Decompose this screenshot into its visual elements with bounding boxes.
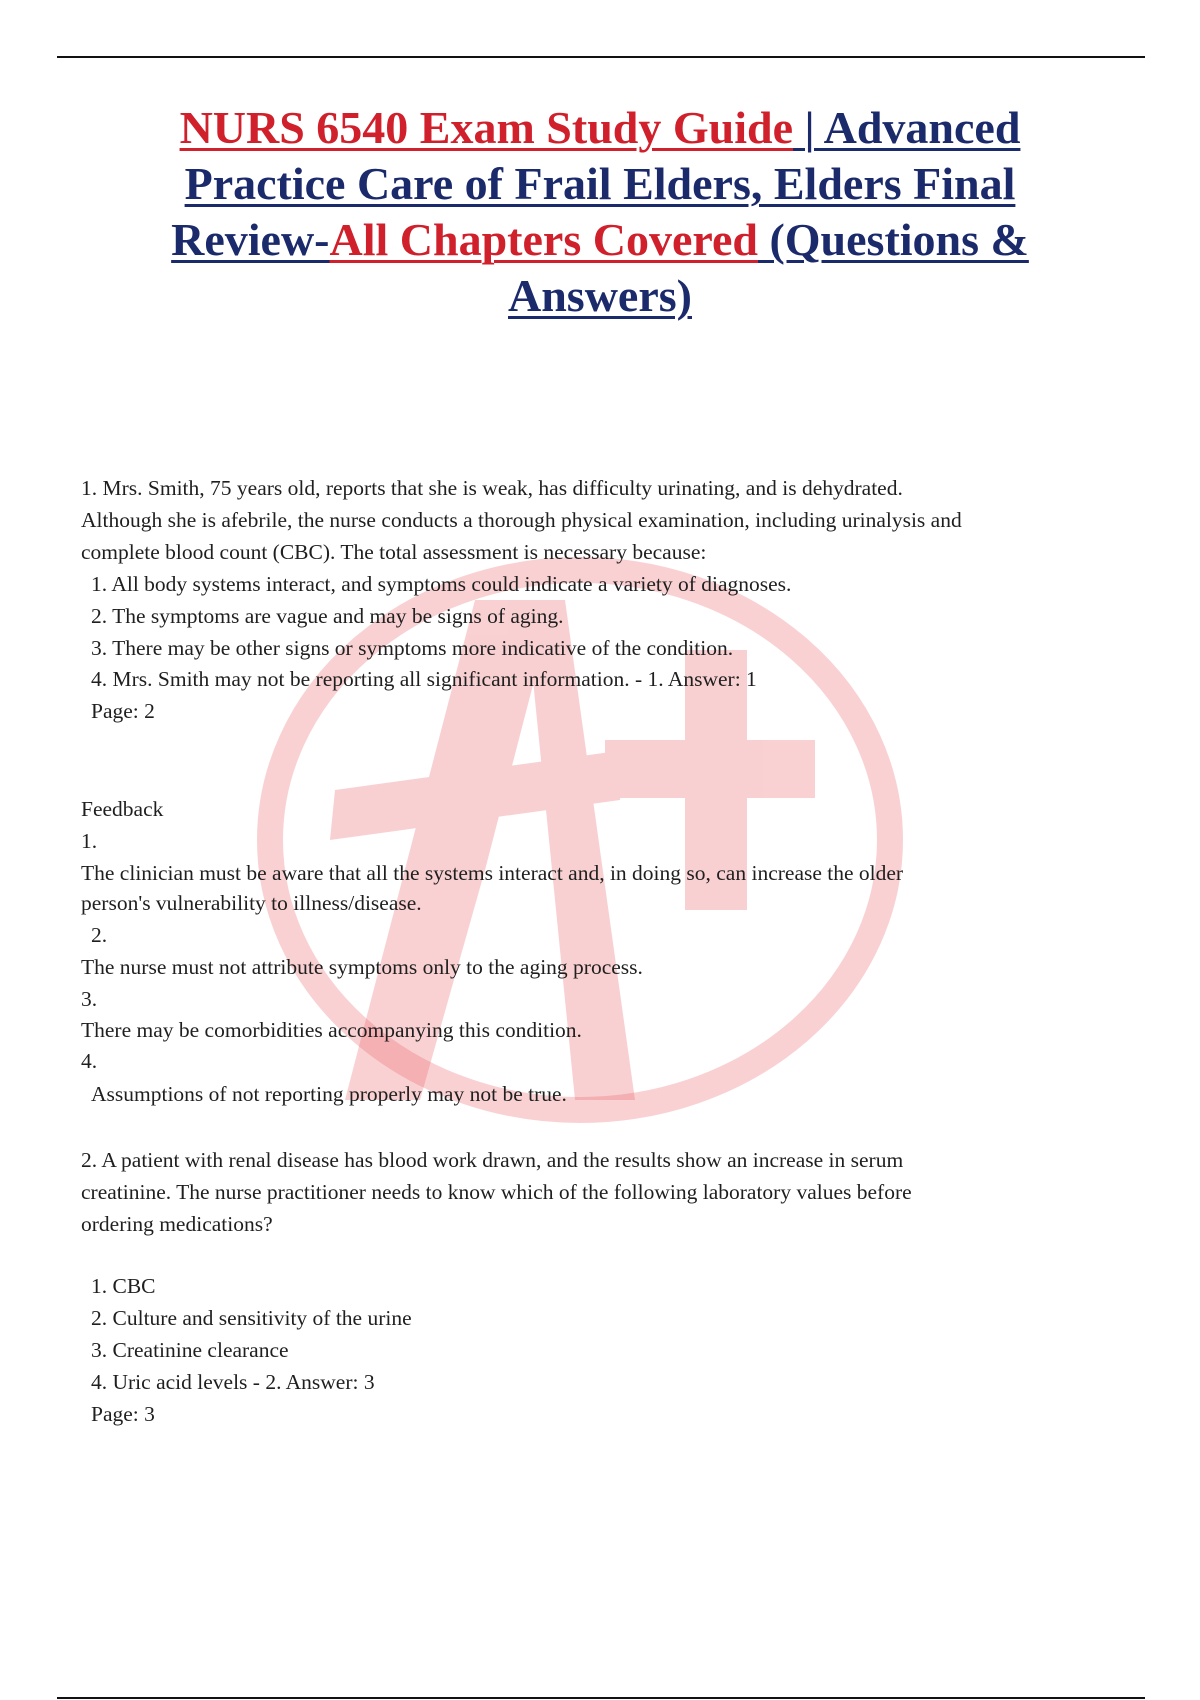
- title-part-course: NURS 6540 Exam Study Guide: [179, 102, 794, 153]
- a-plus-seal-icon: [225, 540, 945, 1140]
- q2-stem-line-3: ordering medications?: [81, 1212, 273, 1236]
- title-part-subject: | Advanced Practice Care of Frail Elders, Elders Final Review-: [171, 102, 1021, 265]
- document-title: [100, 100, 1100, 324]
- title-part-format: (Questions & Answers): [508, 214, 1029, 321]
- q1-feedback-label: Feedback: [81, 797, 164, 821]
- q1-page-ref: Page: 2: [91, 699, 155, 723]
- q1-option-3: 3. There may be other signs or symptoms more indicative of the condition.: [91, 636, 734, 660]
- q2-option-4-answer: 4. Uric acid levels - 2. Answer: 3: [91, 1370, 375, 1394]
- q1-feedback-text-1a: The clinician must be aware that all the systems interact and, in doing so, can increase the older: [81, 861, 904, 885]
- q2-option-2: 2. Culture and sensitivity of the urine: [91, 1306, 412, 1330]
- q2-option-1: 1. CBC: [91, 1274, 156, 1298]
- q1-feedback-num-3: 3.: [81, 987, 98, 1011]
- q1-feedback-text-2: The nurse must not attribute symptoms only to the aging process.: [81, 955, 643, 979]
- q1-stem-line-1: 1. Mrs. Smith, 75 years old, reports that she is weak, has difficulty urinating, and is dehydrated.: [81, 476, 903, 500]
- q1-feedback-num-2: 2.: [91, 923, 108, 947]
- q1-feedback-num-4: 4.: [81, 1049, 98, 1073]
- q1-feedback-text-3: There may be comorbidities accompanying this condition.: [81, 1018, 582, 1042]
- q1-option-1: 1. All body systems interact, and symptoms could indicate a variety of diagnoses.: [91, 572, 792, 596]
- q1-stem-line-2: Although she is afebrile, the nurse conducts a thorough physical examination, including urinalysis and: [81, 508, 962, 532]
- title-part-coverage: All Chapters Covered: [329, 214, 758, 265]
- q1-option-2: 2. The symptoms are vague and may be signs of aging.: [91, 604, 564, 628]
- q1-feedback-num-1: 1.: [81, 829, 98, 853]
- bottom-rule: [57, 1697, 1145, 1699]
- q2-page-ref: Page: 3: [91, 1402, 155, 1426]
- q2-stem-line-2: creatinine. The nurse practitioner needs to know which of the following laboratory values before: [81, 1180, 912, 1204]
- top-rule: [57, 56, 1145, 58]
- q2-stem-line-1: 2. A patient with renal disease has blood work drawn, and the results show an increase in serum: [81, 1148, 904, 1172]
- q2-option-3: 3. Creatinine clearance: [91, 1338, 289, 1362]
- q1-option-4-answer: 4. Mrs. Smith may not be reporting all significant information. - 1. Answer: 1: [91, 667, 757, 691]
- q1-stem-line-3: complete blood count (CBC). The total assessment is necessary because:: [81, 540, 707, 564]
- q1-feedback-text-4: Assumptions of not reporting properly may not be true.: [91, 1082, 567, 1106]
- q1-feedback-text-1b: person's vulnerability to illness/disease.: [81, 891, 422, 915]
